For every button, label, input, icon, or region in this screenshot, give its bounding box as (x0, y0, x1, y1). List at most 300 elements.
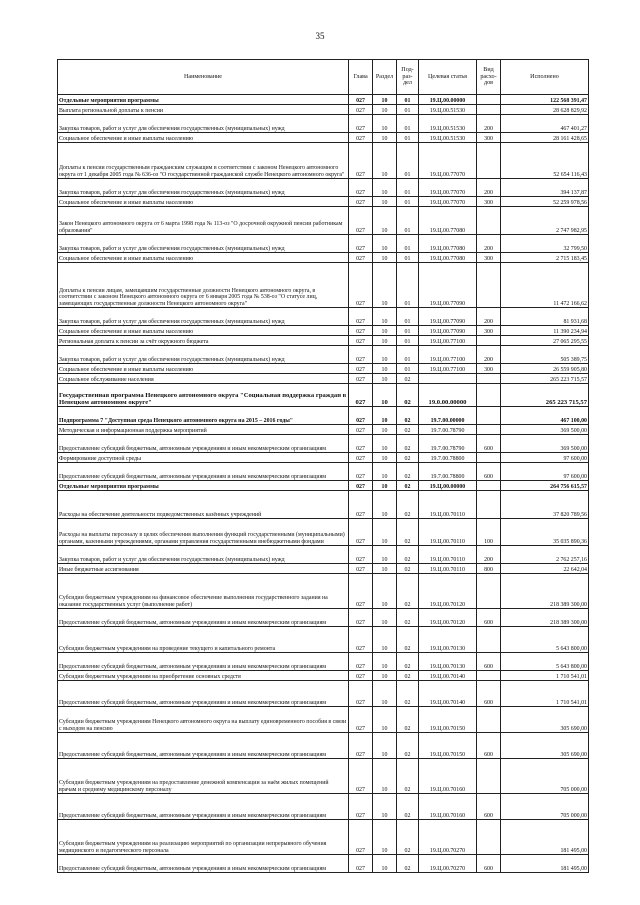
row-name: Социальное обслуживание населения (58, 374, 349, 384)
row-podrazdel: 02 (397, 681, 419, 707)
row-razdel: 10 (373, 609, 397, 627)
row-podrazdel: 02 (397, 820, 419, 855)
row-podrazdel: 02 (397, 564, 419, 574)
row-statya: 19.7.00.78790 (419, 435, 477, 453)
table-row (58, 179, 589, 197)
row-podrazdel: 02 (397, 481, 419, 491)
row-razdel: 10 (373, 564, 397, 574)
row-name: Субсидии бюджетным учреждениям на проведение текущего и капитального ремонта (58, 627, 349, 653)
row-ispolneno: 2 762 257,16 (501, 546, 589, 564)
table-row (58, 425, 589, 435)
budget-table (57, 59, 589, 873)
row-vid (477, 143, 501, 179)
row-ispolneno: 81 931,68 (501, 308, 589, 326)
row-razdel: 10 (373, 463, 397, 481)
row-name: Отдельные мероприятия программы (58, 481, 349, 491)
row-razdel: 10 (373, 207, 397, 235)
row-razdel: 10 (373, 384, 397, 407)
row-glava: 027 (349, 671, 373, 681)
row-vid: 300 (477, 133, 501, 143)
row-podrazdel: 02 (397, 653, 419, 671)
row-ispolneno: 705 000,00 (501, 794, 589, 820)
row-name: Государственная программа Ненецкого автономного округа "Социальная поддержка граждан в Ненецком автономном округе" (58, 384, 349, 407)
row-vid (477, 453, 501, 463)
row-vid: 600 (477, 435, 501, 453)
row-name: Предоставление субсидий бюджетным, автономным учреждениям и иным некоммерческим организациям (58, 794, 349, 820)
row-podrazdel: 02 (397, 627, 419, 653)
row-glava: 027 (349, 95, 373, 105)
table-body (58, 95, 589, 873)
row-podrazdel: 01 (397, 207, 419, 235)
row-podrazdel: 01 (397, 197, 419, 207)
row-podrazdel: 02 (397, 671, 419, 681)
row-razdel: 10 (373, 374, 397, 384)
row-name: Закупка товаров, работ и услуг для обеспечения государственных (муниципальных) нужд (58, 346, 349, 364)
row-statya: 19.Ц.00.70110 (419, 519, 477, 546)
row-razdel: 10 (373, 546, 397, 564)
table-row (58, 133, 589, 143)
table-row (58, 609, 589, 627)
row-ispolneno: 181 495,00 (501, 855, 589, 873)
row-glava: 027 (349, 179, 373, 197)
row-vid: 200 (477, 179, 501, 197)
row-vid: 600 (477, 609, 501, 627)
row-statya: 19.Ц.00.70270 (419, 855, 477, 873)
row-ispolneno: 37 820 789,56 (501, 491, 589, 519)
row-glava: 027 (349, 733, 373, 759)
row-podrazdel: 02 (397, 435, 419, 453)
table-row (58, 207, 589, 235)
row-razdel: 10 (373, 197, 397, 207)
row-statya: 19.Ц.00.70120 (419, 574, 477, 609)
row-glava: 027 (349, 197, 373, 207)
row-ispolneno: 705 000,00 (501, 759, 589, 794)
row-razdel: 10 (373, 308, 397, 326)
row-razdel: 10 (373, 453, 397, 463)
row-vid (477, 407, 501, 425)
row-ispolneno: 28 161 428,65 (501, 133, 589, 143)
row-vid (477, 491, 501, 519)
row-vid: 200 (477, 115, 501, 133)
row-razdel: 10 (373, 253, 397, 263)
row-glava: 027 (349, 564, 373, 574)
row-vid: 100 (477, 519, 501, 546)
row-podrazdel: 02 (397, 707, 419, 733)
row-razdel: 10 (373, 435, 397, 453)
row-name: Закупка товаров, работ и услуг для обеспечения государственных (муниципальных) нужд (58, 546, 349, 564)
row-podrazdel: 02 (397, 546, 419, 564)
row-name: Закон Ненецкого автономного округа от 6 марта 1998 года № 113-оз "О досрочной окружной пенсии работникам образования" (58, 207, 349, 235)
row-glava: 027 (349, 463, 373, 481)
row-glava: 027 (349, 681, 373, 707)
row-podrazdel: 02 (397, 519, 419, 546)
row-statya: 19.0.00.00000 (419, 384, 477, 407)
row-statya: 19.Ц.00.77100 (419, 336, 477, 346)
row-statya: 19.Ц.00.77100 (419, 346, 477, 364)
row-name: Формирование доступной среды (58, 453, 349, 463)
row-name: Закупка товаров, работ и услуг для обеспечения государственных (муниципальных) нужд (58, 179, 349, 197)
row-name: Субсидии бюджетным учреждениям на приобретение основных средств (58, 671, 349, 681)
row-podrazdel: 02 (397, 491, 419, 519)
row-ispolneno: 32 799,50 (501, 235, 589, 253)
row-ispolneno: 2 747 982,95 (501, 207, 589, 235)
row-ispolneno: 467 100,00 (501, 407, 589, 425)
table-row (58, 336, 589, 346)
row-glava: 027 (349, 820, 373, 855)
row-glava: 027 (349, 855, 373, 873)
row-razdel: 10 (373, 95, 397, 105)
table-row (58, 197, 589, 207)
row-statya: 19.Ц.00.70160 (419, 759, 477, 794)
row-glava: 027 (349, 115, 373, 133)
table-row (58, 95, 589, 105)
row-glava: 027 (349, 759, 373, 794)
table-row (58, 143, 589, 179)
row-razdel: 10 (373, 425, 397, 435)
row-name: Региональная доплата к пенсии за счёт окружного бюджета (58, 336, 349, 346)
row-podrazdel: 02 (397, 374, 419, 384)
table-row (58, 574, 589, 609)
row-podrazdel: 02 (397, 384, 419, 407)
row-statya: 19.7.00.78800 (419, 463, 477, 481)
row-name: Доплаты к пенсии лицам, замещавшим государственные должности Ненецкого автономного округа, в соответствии с законом Ненецкого автономного округа от 6 января 2005 года № 538-оз "О статусе лиц, замещающих государственные должности Ненецкого автономного округа" (58, 263, 349, 308)
row-name: Расходы на обеспечение деятельности подведомственных казённых учреждений (58, 491, 349, 519)
row-statya: 19.Ц.00.70150 (419, 707, 477, 733)
row-vid (477, 574, 501, 609)
row-statya: 19.Ц.00.00000 (419, 481, 477, 491)
row-razdel: 10 (373, 671, 397, 681)
row-name: Закупка товаров, работ и услуг для обеспечения государственных (муниципальных) нужд (58, 235, 349, 253)
row-vid (477, 707, 501, 733)
table-row (58, 453, 589, 463)
row-vid (477, 263, 501, 308)
row-vid (477, 759, 501, 794)
row-name: Социальное обеспечение и иные выплаты населению (58, 253, 349, 263)
row-razdel: 10 (373, 707, 397, 733)
row-razdel: 10 (373, 346, 397, 364)
row-vid: 600 (477, 733, 501, 759)
row-ispolneno: 218 389 300,00 (501, 574, 589, 609)
table-row (58, 115, 589, 133)
header-statya: Целевая статья (419, 60, 477, 95)
row-razdel: 10 (373, 574, 397, 609)
row-name: Отдельные мероприятия программы (58, 95, 349, 105)
row-statya: 19.Ц.00.70150 (419, 733, 477, 759)
row-name: Социальное обеспечение и иные выплаты населению (58, 364, 349, 374)
row-podrazdel: 02 (397, 463, 419, 481)
row-name: Социальное обеспечение и иные выплаты населению (58, 197, 349, 207)
row-glava: 027 (349, 308, 373, 326)
row-razdel: 10 (373, 133, 397, 143)
table-row (58, 491, 589, 519)
row-name: Предоставление субсидий бюджетным, автономным учреждениям и иным некоммерческим организациям (58, 609, 349, 627)
row-statya: 19.Ц.00.70270 (419, 820, 477, 855)
row-podrazdel: 01 (397, 253, 419, 263)
header-vid: Вид расхо- дов (477, 60, 501, 95)
row-statya: 19.Ц.00.70130 (419, 627, 477, 653)
row-razdel: 10 (373, 336, 397, 346)
row-ispolneno: 369 500,00 (501, 425, 589, 435)
table-row (58, 733, 589, 759)
row-vid (477, 627, 501, 653)
row-statya: 19.Ц.00.77090 (419, 263, 477, 308)
row-razdel: 10 (373, 235, 397, 253)
row-name: Закупка товаров, работ и услуг для обеспечения государственных (муниципальных) нужд (58, 308, 349, 326)
table-row (58, 407, 589, 425)
row-podrazdel: 01 (397, 179, 419, 197)
row-vid: 300 (477, 364, 501, 374)
header-podrazdel: Под- раз- дел (397, 60, 419, 95)
row-ispolneno: 26 559 905,80 (501, 364, 589, 374)
row-ispolneno: 5 643 800,00 (501, 653, 589, 671)
row-podrazdel: 01 (397, 133, 419, 143)
row-glava: 027 (349, 346, 373, 364)
row-ispolneno: 467 401,27 (501, 115, 589, 133)
row-podrazdel: 01 (397, 235, 419, 253)
row-vid (477, 820, 501, 855)
row-razdel: 10 (373, 681, 397, 707)
row-razdel: 10 (373, 519, 397, 546)
row-ispolneno: 265 223 715,57 (501, 374, 589, 384)
row-glava: 027 (349, 407, 373, 425)
row-statya: 19.Ц.00.77080 (419, 253, 477, 263)
row-glava: 027 (349, 425, 373, 435)
row-razdel: 10 (373, 115, 397, 133)
table-row (58, 671, 589, 681)
table-row (58, 105, 589, 115)
table-row (58, 794, 589, 820)
row-podrazdel: 01 (397, 364, 419, 374)
row-razdel: 10 (373, 491, 397, 519)
row-razdel: 10 (373, 855, 397, 873)
row-name: Субсидии бюджетным учреждениям на предоставление денежной компенсации за наём жилых помещений врачам и среднему медицинскому персоналу (58, 759, 349, 794)
row-razdel: 10 (373, 481, 397, 491)
row-podrazdel: 01 (397, 95, 419, 105)
table-row (58, 653, 589, 671)
row-glava: 027 (349, 326, 373, 336)
row-ispolneno: 305 690,00 (501, 707, 589, 733)
row-vid: 200 (477, 546, 501, 564)
row-glava: 027 (349, 133, 373, 143)
row-podrazdel: 01 (397, 308, 419, 326)
row-glava: 027 (349, 374, 373, 384)
row-statya: 19.Ц.00.70110 (419, 564, 477, 574)
row-ispolneno: 505 389,75 (501, 346, 589, 364)
table-row (58, 681, 589, 707)
row-ispolneno: 11 390 234,94 (501, 326, 589, 336)
row-name: Иные бюджетные ассигнования (58, 564, 349, 574)
row-podrazdel: 02 (397, 609, 419, 627)
row-vid: 600 (477, 463, 501, 481)
row-glava: 027 (349, 435, 373, 453)
row-name: Выплата региональной доплаты к пенсии (58, 105, 349, 115)
row-glava: 027 (349, 519, 373, 546)
header-razdel: Раздел (373, 60, 397, 95)
row-podrazdel: 02 (397, 759, 419, 794)
row-glava: 027 (349, 384, 373, 407)
row-statya: 19.Ц.00.70140 (419, 681, 477, 707)
row-ispolneno: 5 643 800,00 (501, 627, 589, 653)
row-ispolneno: 394 137,87 (501, 179, 589, 197)
row-ispolneno: 22 642,04 (501, 564, 589, 574)
row-statya: 19.Ц.00.77070 (419, 179, 477, 197)
row-statya: 19.Ц.00.77100 (419, 364, 477, 374)
row-ispolneno: 11 472 166,62 (501, 263, 589, 308)
row-razdel: 10 (373, 263, 397, 308)
row-glava: 027 (349, 263, 373, 308)
row-podrazdel: 01 (397, 143, 419, 179)
row-ispolneno: 97 600,00 (501, 463, 589, 481)
row-name: Субсидии бюджетным учреждениям на реализацию мероприятий по организации непрерывного обучения медицинского и педагогического персонала (58, 820, 349, 855)
table-row (58, 346, 589, 364)
row-vid: 200 (477, 346, 501, 364)
row-statya: 19.Ц.00.00000 (419, 95, 477, 105)
row-glava: 027 (349, 336, 373, 346)
table-row (58, 855, 589, 873)
row-ispolneno: 305 690,00 (501, 733, 589, 759)
row-ispolneno: 52 259 978,56 (501, 197, 589, 207)
row-statya: 19.7.00.00000 (419, 407, 477, 425)
row-statya: 19.Ц.00.70160 (419, 794, 477, 820)
row-name: Социальное обеспечение и иные выплаты населению (58, 133, 349, 143)
row-name: Предоставление субсидий бюджетным, автономным учреждениям и иным некоммерческим организациям (58, 733, 349, 759)
row-name: Субсидии бюджетным учреждениям на финансовое обеспечение выполнения государственного задания на оказание государственных услуг (выполнение работ) (58, 574, 349, 609)
row-statya: 19.Ц.00.77070 (419, 197, 477, 207)
row-glava: 027 (349, 653, 373, 671)
row-podrazdel: 02 (397, 855, 419, 873)
row-podrazdel: 01 (397, 346, 419, 364)
row-glava: 027 (349, 574, 373, 609)
row-name: Социальное обеспечение и иные выплаты населению (58, 326, 349, 336)
table-row (58, 263, 589, 308)
row-glava: 027 (349, 253, 373, 263)
table-row (58, 627, 589, 653)
row-statya: 19.Ц.00.51530 (419, 133, 477, 143)
row-name: Предоставление субсидий бюджетным, автономным учреждениям и иным некоммерческим организациям (58, 435, 349, 453)
row-vid: 800 (477, 564, 501, 574)
table-row (58, 308, 589, 326)
row-vid: 300 (477, 326, 501, 336)
row-vid (477, 207, 501, 235)
row-name: Субсидии бюджетным учреждениям Ненецкого автономного округа на выплату единовременного пособия в связи с выходом на пенсию (58, 707, 349, 733)
row-vid: 200 (477, 235, 501, 253)
header-glava: Глава (349, 60, 373, 95)
table-row (58, 481, 589, 491)
row-vid: 200 (477, 308, 501, 326)
row-name: Подпрограмма 7 "Доступная среда Ненецкого автономного округа на 2015 – 2016 годы" (58, 407, 349, 425)
table-row (58, 364, 589, 374)
row-razdel: 10 (373, 733, 397, 759)
row-glava: 027 (349, 491, 373, 519)
header-ispolneno: Исполнено (501, 60, 589, 95)
row-statya: 19.Ц.00.77090 (419, 326, 477, 336)
row-razdel: 10 (373, 364, 397, 374)
row-statya: 19.Ц.00.70120 (419, 609, 477, 627)
row-podrazdel: 01 (397, 105, 419, 115)
header-name: Наименование (58, 60, 349, 95)
table-row (58, 759, 589, 794)
row-razdel: 10 (373, 794, 397, 820)
row-podrazdel: 01 (397, 336, 419, 346)
row-ispolneno: 35 035 890,36 (501, 519, 589, 546)
table-row (58, 435, 589, 453)
row-name: Доплаты к пенсии государственным гражданским служащим в соответствии с законом Ненецкого автономного округа от 1 декабря 2005 года № 636-оз "О государственной гражданской службе Ненецкого автономного округа" (58, 143, 349, 179)
table-row (58, 253, 589, 263)
row-statya: 19.7.00.78800 (419, 453, 477, 463)
row-razdel: 10 (373, 179, 397, 197)
row-statya: 19.Ц.00.70140 (419, 671, 477, 681)
row-glava: 027 (349, 546, 373, 564)
row-vid: 300 (477, 253, 501, 263)
row-vid (477, 425, 501, 435)
table-row (58, 519, 589, 546)
row-vid: 300 (477, 197, 501, 207)
row-razdel: 10 (373, 105, 397, 115)
row-glava: 027 (349, 609, 373, 627)
row-name: Предоставление субсидий бюджетным, автономным учреждениям и иным некоммерческим организациям (58, 681, 349, 707)
row-name: Предоставление субсидий бюджетным, автономным учреждениям и иным некоммерческим организациям (58, 855, 349, 873)
table-row (58, 326, 589, 336)
row-podrazdel: 01 (397, 326, 419, 336)
table-row (58, 463, 589, 481)
row-vid: 600 (477, 681, 501, 707)
row-podrazdel: 02 (397, 425, 419, 435)
table-header-row (58, 60, 589, 95)
row-razdel: 10 (373, 627, 397, 653)
row-statya: 19.Ц.00.77080 (419, 207, 477, 235)
row-podrazdel: 01 (397, 115, 419, 133)
row-statya: 19.Ц.00.70130 (419, 653, 477, 671)
table-row (58, 235, 589, 253)
row-podrazdel: 02 (397, 407, 419, 425)
row-ispolneno: 52 654 116,43 (501, 143, 589, 179)
row-statya: 19.7.00.78790 (419, 425, 477, 435)
row-ispolneno: 369 500,00 (501, 435, 589, 453)
row-vid (477, 671, 501, 681)
table-row (58, 564, 589, 574)
row-statya: 19.Ц.00.77090 (419, 308, 477, 326)
row-razdel: 10 (373, 143, 397, 179)
row-name: Предоставление субсидий бюджетным, автономным учреждениям и иным некоммерческим организациям (58, 463, 349, 481)
row-ispolneno: 265 223 715,57 (501, 384, 589, 407)
table-row (58, 384, 589, 407)
row-podrazdel: 02 (397, 733, 419, 759)
row-glava: 027 (349, 143, 373, 179)
row-podrazdel: 02 (397, 453, 419, 463)
row-ispolneno: 97 600,00 (501, 453, 589, 463)
row-podrazdel: 01 (397, 263, 419, 308)
table-row (58, 707, 589, 733)
row-ispolneno: 181 495,00 (501, 820, 589, 855)
table-row (58, 820, 589, 855)
row-vid (477, 336, 501, 346)
row-vid (477, 384, 501, 407)
row-razdel: 10 (373, 407, 397, 425)
row-vid (477, 481, 501, 491)
row-statya: 19.Ц.00.70110 (419, 546, 477, 564)
row-vid (477, 374, 501, 384)
row-glava: 027 (349, 207, 373, 235)
row-podrazdel: 02 (397, 574, 419, 609)
table-row (58, 546, 589, 564)
row-glava: 027 (349, 364, 373, 374)
row-glava: 027 (349, 627, 373, 653)
row-name: Закупка товаров, работ и услуг для обеспечения государственных (муниципальных) нужд (58, 115, 349, 133)
page-number: 35 (315, 31, 325, 41)
row-name: Расходы на выплаты персоналу в целях обеспечения выполнения функций государственными (муниципальными) органами, казенными учреждениями, органами управления государственными внебюджетными фондами (58, 519, 349, 546)
row-glava: 027 (349, 707, 373, 733)
row-name: Предоставление субсидий бюджетным, автономным учреждениям и иным некоммерческим организациям (58, 653, 349, 671)
